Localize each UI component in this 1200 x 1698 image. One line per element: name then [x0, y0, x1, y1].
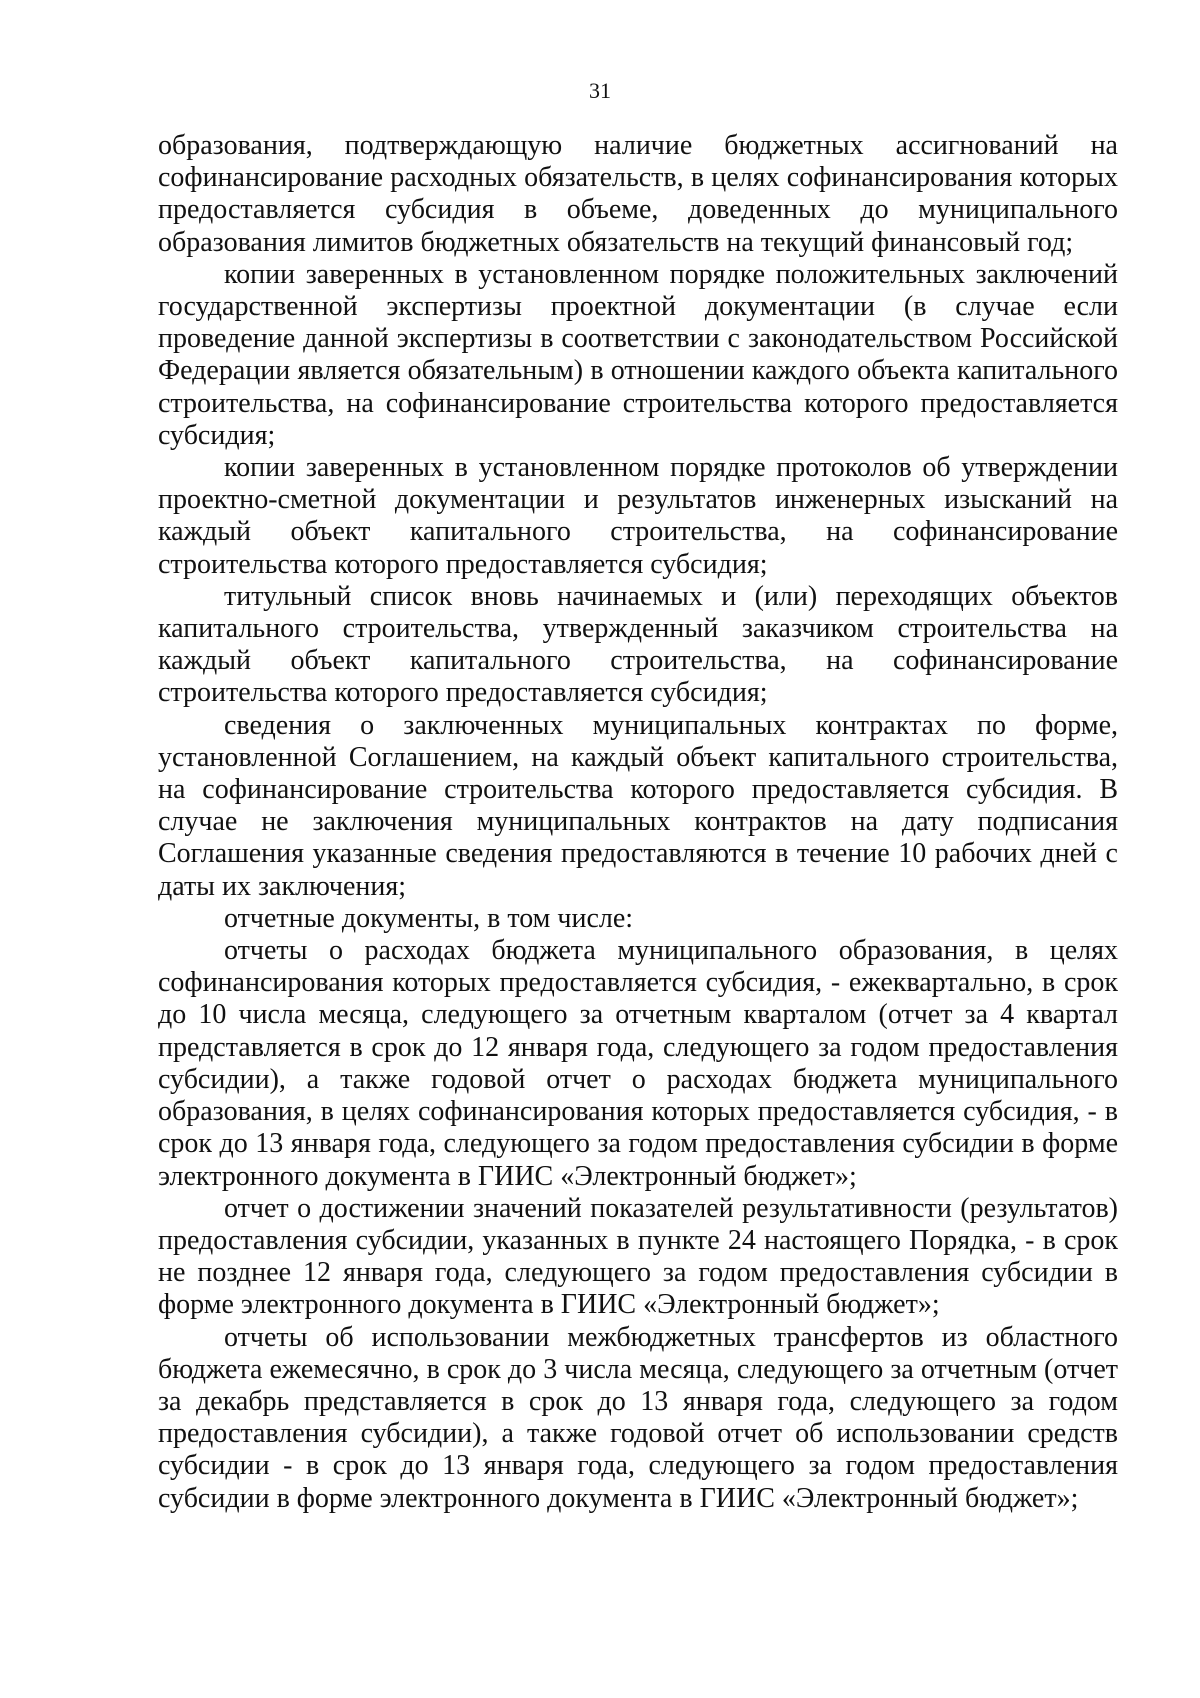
- page-number: 31: [589, 78, 611, 103]
- paragraph-expense-reports: отчеты о расходах бюджета муниципального образования, в целях софинансирования которых предоставляется субсидия, - ежеквартально, в срок до 10 числа месяца, следующего за отчетным кварталом (отчет за 4 квартал представляется в срок до 12 января года, следующего за годом предоставления субсидии), а также годовой отчет о расходах бюджета муниципального образования, в целях софинансирования которых предоставляется субсидия, - в срок до 13 января года, следующего за годом предоставления субсидии в форме электронного документа в ГИИС «Электронный бюджет»;: [158, 935, 1118, 1192]
- paragraph-design-estimate-protocols: копии заверенных в установленном порядке протоколов об утверждении проектно-сметной документации и результатов инженерных изысканий на каждый объект капитального строительства, на софинансирование строительства которого предоставляется субсидия;: [158, 452, 1118, 580]
- paragraph-budget-allocations: образования, подтверждающую наличие бюджетных ассигнований на софинансирование расходных обязательств, в целях софинансирования которых предоставляется субсидия в объеме, доведенных до муниципального образования лимитов бюджетных обязательств на текущий финансовый год;: [158, 130, 1118, 258]
- paragraph-municipal-contracts: сведения о заключенных муниципальных контрактах по форме, установленной Соглашением, на каждый объект капитального строительства, на софинансирование строительства которого предоставляется субсидия. В случае не заключения муниципальных контрактов на дату подписания Соглашения указанные сведения предоставляются в течение 10 рабочих дней с даты их заключения;: [158, 709, 1118, 902]
- paragraph-transfer-usage-reports: отчеты об использовании межбюджетных трансфертов из областного бюджета ежемесячно, в срок до 3 числа месяца, следующего за отчетным (отчет за декабрь представляется в срок до 13 января года, следующего за годом предоставления субсидии), а также годовой отчет об использовании средств субсидии - в срок до 13 января года, следующего за годом предоставления субсидии в форме электронного документа в ГИИС «Электронный бюджет»;: [158, 1321, 1118, 1514]
- paragraph-state-expertise-conclusions: копии заверенных в установленном порядке положительных заключений государственной экспертизы проектной документации (в случае если проведение данной экспертизы в соответствии с законодательством Российской Федерации является обязательным) в отношении каждого объекта капитального строительства, на софинансирование строительства которого предоставляется субсидия;: [158, 258, 1118, 451]
- paragraph-performance-report: отчет о достижении значений показателей результативности (результатов) предоставления субсидии, указанных в пункте 24 настоящего Порядка, - в срок не позднее 12 января года, следующего за годом предоставления субсидии в форме электронного документа в ГИИС «Электронный бюджет»;: [158, 1192, 1118, 1321]
- paragraph-reporting-documents: отчетные документы, в том числе:: [224, 902, 634, 934]
- document-body: [158, 130, 1118, 1515]
- paragraph-title-list: титульный список вновь начинаемых и (или) переходящих объектов капитального строительства, утвержденный заказчиком строительства на каждый объект капитального строительства, на софинансирование строительства которого предоставляется субсидия;: [158, 580, 1118, 709]
